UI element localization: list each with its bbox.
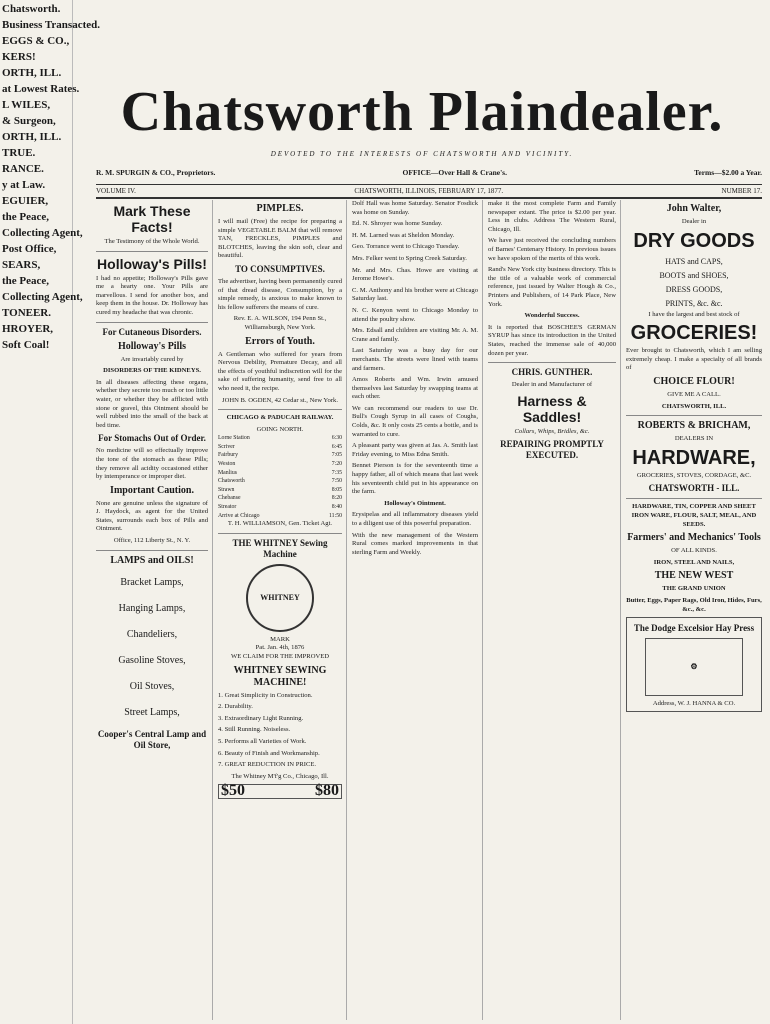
dateline: CHATSWORTH, ILLINOIS, FEBRUARY 17, 1877. bbox=[354, 187, 504, 195]
whitney-trademark-seal bbox=[246, 564, 314, 632]
dry-goods-item: BOOTS and SHOES, bbox=[659, 270, 729, 280]
gutter-line: Soft Coal! bbox=[2, 339, 50, 351]
gutter-line: Collecting Agent, bbox=[2, 291, 83, 303]
timetable-row bbox=[218, 477, 342, 486]
lamp-list bbox=[96, 570, 208, 726]
paragraph: With the new management of the Western Rural comes marked improvements in that sterling Farm and Weekly. bbox=[352, 531, 478, 556]
volume: VOLUME IV. bbox=[96, 187, 136, 195]
subheading: GROCERIES, STOVES, CORDAGE, &C. bbox=[636, 471, 752, 479]
gutter-line: KERS! bbox=[2, 51, 36, 63]
time: 8:40 bbox=[331, 504, 342, 511]
subheading: GOING NORTH. bbox=[256, 425, 304, 433]
heading-grand-union: THE GRAND UNION bbox=[662, 585, 726, 593]
heading-errors-youth: Errors of Youth. bbox=[245, 335, 315, 347]
gutter-line: HROYER, bbox=[2, 323, 54, 335]
timetable-row bbox=[218, 460, 342, 469]
column-1 bbox=[96, 200, 213, 1020]
address: Office, 112 Liberty St., N. Y. bbox=[113, 537, 191, 545]
subheading: Dealer in and Manufacturer of bbox=[511, 381, 593, 389]
heading-mark-facts: Mark These Facts! bbox=[113, 203, 191, 235]
subheading: Dealer in bbox=[681, 218, 707, 225]
station: Scriver bbox=[218, 443, 235, 450]
heading-chatsworth: CHATSWORTH - ILL. bbox=[648, 483, 740, 494]
timetable bbox=[218, 434, 342, 520]
timetable-row bbox=[218, 494, 342, 503]
feature-item: 6. Beauty of Finish and Workmanship. bbox=[218, 749, 320, 757]
lamp-item: Bracket Lamps, bbox=[120, 576, 184, 588]
column-4 bbox=[488, 200, 621, 1020]
local-item: Mr. and Mrs. Chas. Howe are visiting at Jerome Howe's. bbox=[352, 266, 478, 283]
paragraph: Ever brought to Chatsworth, which I am selling extremely cheap. I make a specialty of all brands of bbox=[626, 347, 762, 372]
heading-caution: Important Caution. bbox=[110, 484, 194, 496]
signature: The Whitney M'f'g Co., Chicago, Ill. bbox=[231, 772, 329, 780]
station: Arrive at Chicago bbox=[218, 512, 260, 519]
lamp-item: Hanging Lamps, bbox=[118, 602, 186, 614]
heading-hay-press: The Dodge Excelsior Hay Press bbox=[633, 623, 755, 634]
paragraph: I will mail (Free) the recipe for preparing a simple VEGETABLE BALM that will remove TAN, FRECKLES, PIMPLES and BLOTCHES, leaving the skin soft, clear and beautiful. bbox=[218, 218, 342, 260]
local-item: Ed. N. Shroyer was home Sunday. bbox=[352, 220, 443, 228]
time: 7:50 bbox=[331, 478, 342, 485]
lamp-item: Gasoline Stoves, bbox=[118, 654, 186, 666]
station: Manlius bbox=[218, 469, 238, 476]
subheading: Collars, Whips, Bridles, &c. bbox=[514, 427, 590, 435]
trademark-label: MARK bbox=[270, 635, 290, 643]
gutter-line: the Peace, bbox=[2, 211, 50, 223]
gutter-line: TONEER. bbox=[2, 307, 52, 319]
local-item: Dolf Hall was home Saturday. Senator Fosdick was home on Sunday. bbox=[352, 200, 478, 216]
signature: Address, W. J. HANNA & CO. bbox=[652, 700, 736, 708]
heading-wonderful-success: Wonderful Success. bbox=[524, 312, 580, 320]
timetable-row bbox=[218, 469, 342, 478]
local-item: Last Saturday was a busy day for our merchants. The streets were lined with teams and farmers. bbox=[352, 347, 478, 372]
lamp-store: Cooper's Central Lamp and Oil Store, bbox=[97, 728, 207, 750]
paragraph: I had no appetite; Holloway's Pills gave me a hearty one. Your Pills are marvellous. I send for another box, and keep them in the house. Dr. Holloway has cured my headache that was chronic. bbox=[96, 274, 208, 316]
masthead bbox=[82, 82, 762, 158]
gutter-line: EGGS & CO., bbox=[2, 35, 70, 47]
heading-whitney-machine: WHITNEY SEWING MACHINE! bbox=[233, 664, 327, 688]
feature-list bbox=[218, 692, 342, 770]
paragraph: A Gentleman who suffered for years from Nervous Debility, Premature Decay, and all the effects of youthful indiscretion will for the sake of suffering humanity, send free to all who need it, the recipe. bbox=[218, 350, 342, 392]
gutter-line: L WILES, bbox=[2, 99, 51, 111]
timetable-row bbox=[218, 443, 342, 452]
station: Lorne Station bbox=[218, 435, 250, 442]
time: 7:35 bbox=[331, 469, 342, 476]
heading-farmers-tools: Farmers' and Mechanics' Tools bbox=[627, 532, 761, 544]
heading-holloway: Holloway's Pills bbox=[117, 340, 187, 352]
seal-text: WHITNEY bbox=[260, 592, 300, 602]
lamp-item: Chandeliers, bbox=[126, 628, 178, 640]
dry-goods-item: DRESS GOODS, bbox=[665, 284, 723, 294]
time: 8:20 bbox=[331, 495, 342, 502]
timetable-row bbox=[218, 486, 342, 495]
paragraph: It is reported that BOSCHEE'S GERMAN SYRUP has since its introduction in the United States, reached the immense sale of 40,000 dozen per year. bbox=[488, 323, 616, 357]
heading-choice-flour: CHOICE FLOUR! bbox=[653, 375, 735, 387]
station: Fairbury bbox=[218, 452, 238, 459]
publisher-row bbox=[96, 168, 762, 177]
gutter-line: EGUIER, bbox=[2, 195, 49, 207]
note: I have the largest and best stock of bbox=[648, 310, 740, 318]
dry-goods-item: PRINTS, &c. &c. bbox=[665, 298, 723, 308]
time: 7:05 bbox=[331, 452, 342, 459]
gutter-line: Post Office, bbox=[2, 243, 57, 255]
heading-hardware-tin: HARDWARE, TIN, COPPER AND SHEET IRON WARE, FLOUR, SALT, MEAL, AND SEEDS. bbox=[631, 503, 757, 528]
proprietors: R. M. SPURGIN & CO., Proprietors. bbox=[96, 168, 216, 177]
lamp-item: Street Lamps, bbox=[124, 706, 180, 718]
subheading: GIVE ME A CALL. bbox=[667, 390, 721, 398]
heading-railway: CHICAGO & PADUCAH RAILWAY. bbox=[226, 414, 334, 422]
dry-goods-list bbox=[626, 255, 762, 311]
newspaper-title: Chatsworth Plaindealer. bbox=[120, 81, 724, 143]
local-item: Mrs. Felker went to Spring Creek Saturday. bbox=[352, 254, 467, 262]
paragraph: We have just received the concluding numbers of Barnes' Centenary History. In previous issues we have spoken of the merits of this work. bbox=[488, 237, 616, 262]
price-box bbox=[218, 784, 342, 799]
time: 8:05 bbox=[331, 486, 342, 493]
local-item: We can recommend our readers to use Dr. Bull's Cough Syrup in all cases of Coughs, Colds, &c. It only costs 25 cents a bottle, and is warranted to cure. bbox=[352, 404, 478, 438]
heading-butter-eggs: Butter, Eggs, Paper Rags, Old Iron, Hides, Furs, &c., &c. bbox=[626, 596, 762, 613]
subheading: The Testimony of the Whole World. bbox=[104, 238, 200, 245]
time: 6:45 bbox=[331, 443, 342, 450]
local-item: Bennet Pierson is for the seventeenth time a happy father, all of which means that last week his seventeenth child put in his appearance on the farm. bbox=[352, 462, 478, 496]
issue-number: NUMBER 17. bbox=[721, 187, 762, 195]
local-item: Mrs. Edsall and children are visiting Mr. A. M. Crane and family. bbox=[352, 327, 478, 343]
signature: JOHN B. OGDEN, 42 Cedar st., New York. bbox=[222, 396, 338, 404]
gutter-line: the Peace, bbox=[2, 275, 50, 287]
time: 7:20 bbox=[331, 461, 342, 468]
gutter-line: at Lowest Rates. bbox=[2, 83, 80, 95]
feature-item: 5. Performs all Varieties of Work. bbox=[218, 737, 307, 745]
heading-ointment: Holloway's Ointment. bbox=[384, 499, 446, 507]
local-item: Geo. Torrance went to Chicago Tuesday. bbox=[352, 243, 460, 251]
gutter-line: Collecting Agent, bbox=[2, 227, 83, 239]
office: OFFICE—Over Hall & Crane's. bbox=[402, 168, 507, 177]
heading-dry-goods: DRY GOODS bbox=[633, 229, 755, 252]
timetable-row bbox=[218, 434, 342, 443]
heading-hardware: HARDWARE, bbox=[632, 446, 756, 469]
heading-kidneys: DISORDERS OF THE KIDNEYS. bbox=[103, 367, 201, 375]
price-right: $80 bbox=[315, 782, 339, 800]
paragraph: make it the most complete Farm and Family newspaper extant. The price is $2.00 per year. Less in clubs. Address The Western Rural, Chicago, Ill. bbox=[488, 200, 616, 233]
local-item: H. M. Larned was at Sheldon Monday. bbox=[352, 231, 455, 239]
heading-whitney: THE WHITNEY Sewing Machine bbox=[232, 537, 328, 559]
terms: Terms—$2.00 a Year. bbox=[694, 168, 762, 177]
timetable-row bbox=[218, 451, 342, 460]
station: Strawn bbox=[218, 486, 235, 493]
subheading: DEALERS IN bbox=[674, 435, 714, 443]
left-margin-strip bbox=[0, 0, 101, 1024]
column-2 bbox=[218, 200, 347, 1020]
feature-item: 2. Durability. bbox=[218, 703, 253, 711]
feature-item: 4. Still Running. Noiseless. bbox=[218, 726, 291, 734]
local-item: A pleasant party was given at Jas. A. Smith last Friday evening, to Miss Edna Smith. bbox=[352, 442, 478, 458]
gutter-line: Chatsworth. bbox=[2, 3, 61, 15]
gutter-line: Business Transacted. bbox=[2, 19, 101, 31]
signature: Rev. E. A. WILSON, 194 Penn St., Williamsburgh, New York. bbox=[233, 315, 327, 331]
heading-stomachs: For Stomachs Out of Order. bbox=[98, 433, 206, 444]
station: Chatsworth bbox=[218, 478, 245, 485]
hay-press-ad bbox=[626, 617, 762, 712]
heading-roberts-brigham: ROBERTS & BRICHAM, bbox=[637, 420, 751, 432]
gutter-line: & Surgeon, bbox=[2, 115, 56, 127]
timetable-row bbox=[218, 512, 342, 521]
station: Chebanse bbox=[218, 495, 241, 502]
timetable-row bbox=[218, 503, 342, 512]
heading-cutaneous: For Cutaneous Disorders. bbox=[102, 326, 202, 337]
heading-lamps: LAMPS and OILS! bbox=[110, 554, 194, 566]
place: CHATSWORTH, ILL. bbox=[661, 402, 727, 410]
local-item: N. C. Kenyon went to Chicago Monday to attend the poultry show. bbox=[352, 306, 478, 323]
patent-date: Pat. Jan. 4th, 1876 bbox=[255, 644, 305, 652]
heading-gunther: CHRIS. GUNTHER. bbox=[511, 367, 593, 378]
paragraph: Erysipelas and all inflammatory diseases yield to a diligent use of this powerful preparation. bbox=[352, 511, 478, 527]
gutter-line: ORTH, ILL. bbox=[2, 67, 62, 79]
heading-new-west: THE NEW WEST bbox=[654, 570, 734, 582]
newspaper-motto: DEVOTED TO THE INTERESTS OF CHATSWORTH AND VICINITY. bbox=[270, 150, 574, 158]
feature-item: 7. GREAT REDUCTION IN PRICE. bbox=[218, 761, 317, 769]
paragraph: None are genuine unless the signature of J. Haydock, as agent for the United States, surrounds each box of Pills and Ointment. bbox=[96, 499, 208, 533]
paragraph: In all diseases affecting these organs, whether they secrete too much or too little water, or whether they be afflicted with stone or gravel, this Ointment should be well rubbed into the small of the back at bed time. bbox=[96, 378, 208, 429]
dry-goods-item: HATS and CAPS, bbox=[665, 256, 723, 266]
paragraph: Rand's New York city business directory. This is the title of a valuable work of commercial reference, just issued by Walter Hough & Co., Printers and Publishers, of 14 Park Place, New York. bbox=[488, 266, 616, 308]
gutter-line: SEARS, bbox=[2, 259, 41, 271]
time: 11:50 bbox=[329, 512, 342, 519]
signature: T. H. WILLIAMSON, Gen. Ticket Agt. bbox=[227, 520, 333, 528]
heading-consumptives: TO CONSUMPTIVES. bbox=[235, 263, 325, 274]
time: 6:30 bbox=[331, 435, 342, 442]
price-left: $50 bbox=[221, 782, 245, 800]
lamp-item: Oil Stoves, bbox=[129, 680, 175, 692]
gutter-line: RANCE. bbox=[2, 163, 44, 175]
paragraph: No medicine will so effectually improve the tone of the stomach as these Pills; they remove all acidity occasioned either by intemperance or improper diet. bbox=[96, 447, 208, 481]
column-5 bbox=[626, 200, 762, 1020]
gutter-line: ORTH, ILL. bbox=[2, 131, 62, 143]
heading-harness: Harness & Saddles! bbox=[517, 392, 587, 425]
feature-item: 1. Great Simplicity in Construction. bbox=[218, 691, 313, 699]
gutter-line: y at Law. bbox=[2, 179, 46, 191]
date-row bbox=[96, 184, 762, 199]
heading-john-walter: John Walter, bbox=[666, 203, 722, 214]
gutter-line: TRUE. bbox=[2, 147, 36, 159]
heading-repairing: REPAIRING PROMPTLY EXECUTED. bbox=[500, 439, 604, 461]
claim-line: WE CLAIM FOR THE IMPROVED bbox=[230, 653, 330, 660]
local-item: C. M. Anthony and his brother were at Chicago Saturday last. bbox=[352, 286, 478, 303]
subheading: OF ALL KINDS. bbox=[671, 547, 717, 555]
heading-groceries: GROCERIES! bbox=[630, 322, 758, 345]
local-item: Amos Roberts and Wm. Irwin amused themselves last Saturday by swapping teams at each other. bbox=[352, 376, 478, 401]
heading-pimples: PIMPLES. bbox=[256, 203, 304, 214]
paragraph: The advertiser, having been permanently cured of that dread disease, Consumption, by a simple remedy, is anxious to make known to his fellow sufferers the means of cure. bbox=[218, 277, 342, 311]
column-3 bbox=[352, 200, 483, 1020]
station: Weston bbox=[218, 461, 236, 468]
heading-iron-steel: IRON, STEEL AND NAILS, bbox=[653, 558, 735, 566]
heading-holloway-pills: Holloway's Pills! bbox=[97, 255, 207, 272]
subheading: Are invariably cured by bbox=[120, 355, 184, 363]
feature-item: 3. Extraordinary Light Running. bbox=[218, 714, 304, 722]
hay-press-illustration: ⚙ bbox=[645, 638, 743, 696]
station: Streator bbox=[218, 504, 237, 511]
